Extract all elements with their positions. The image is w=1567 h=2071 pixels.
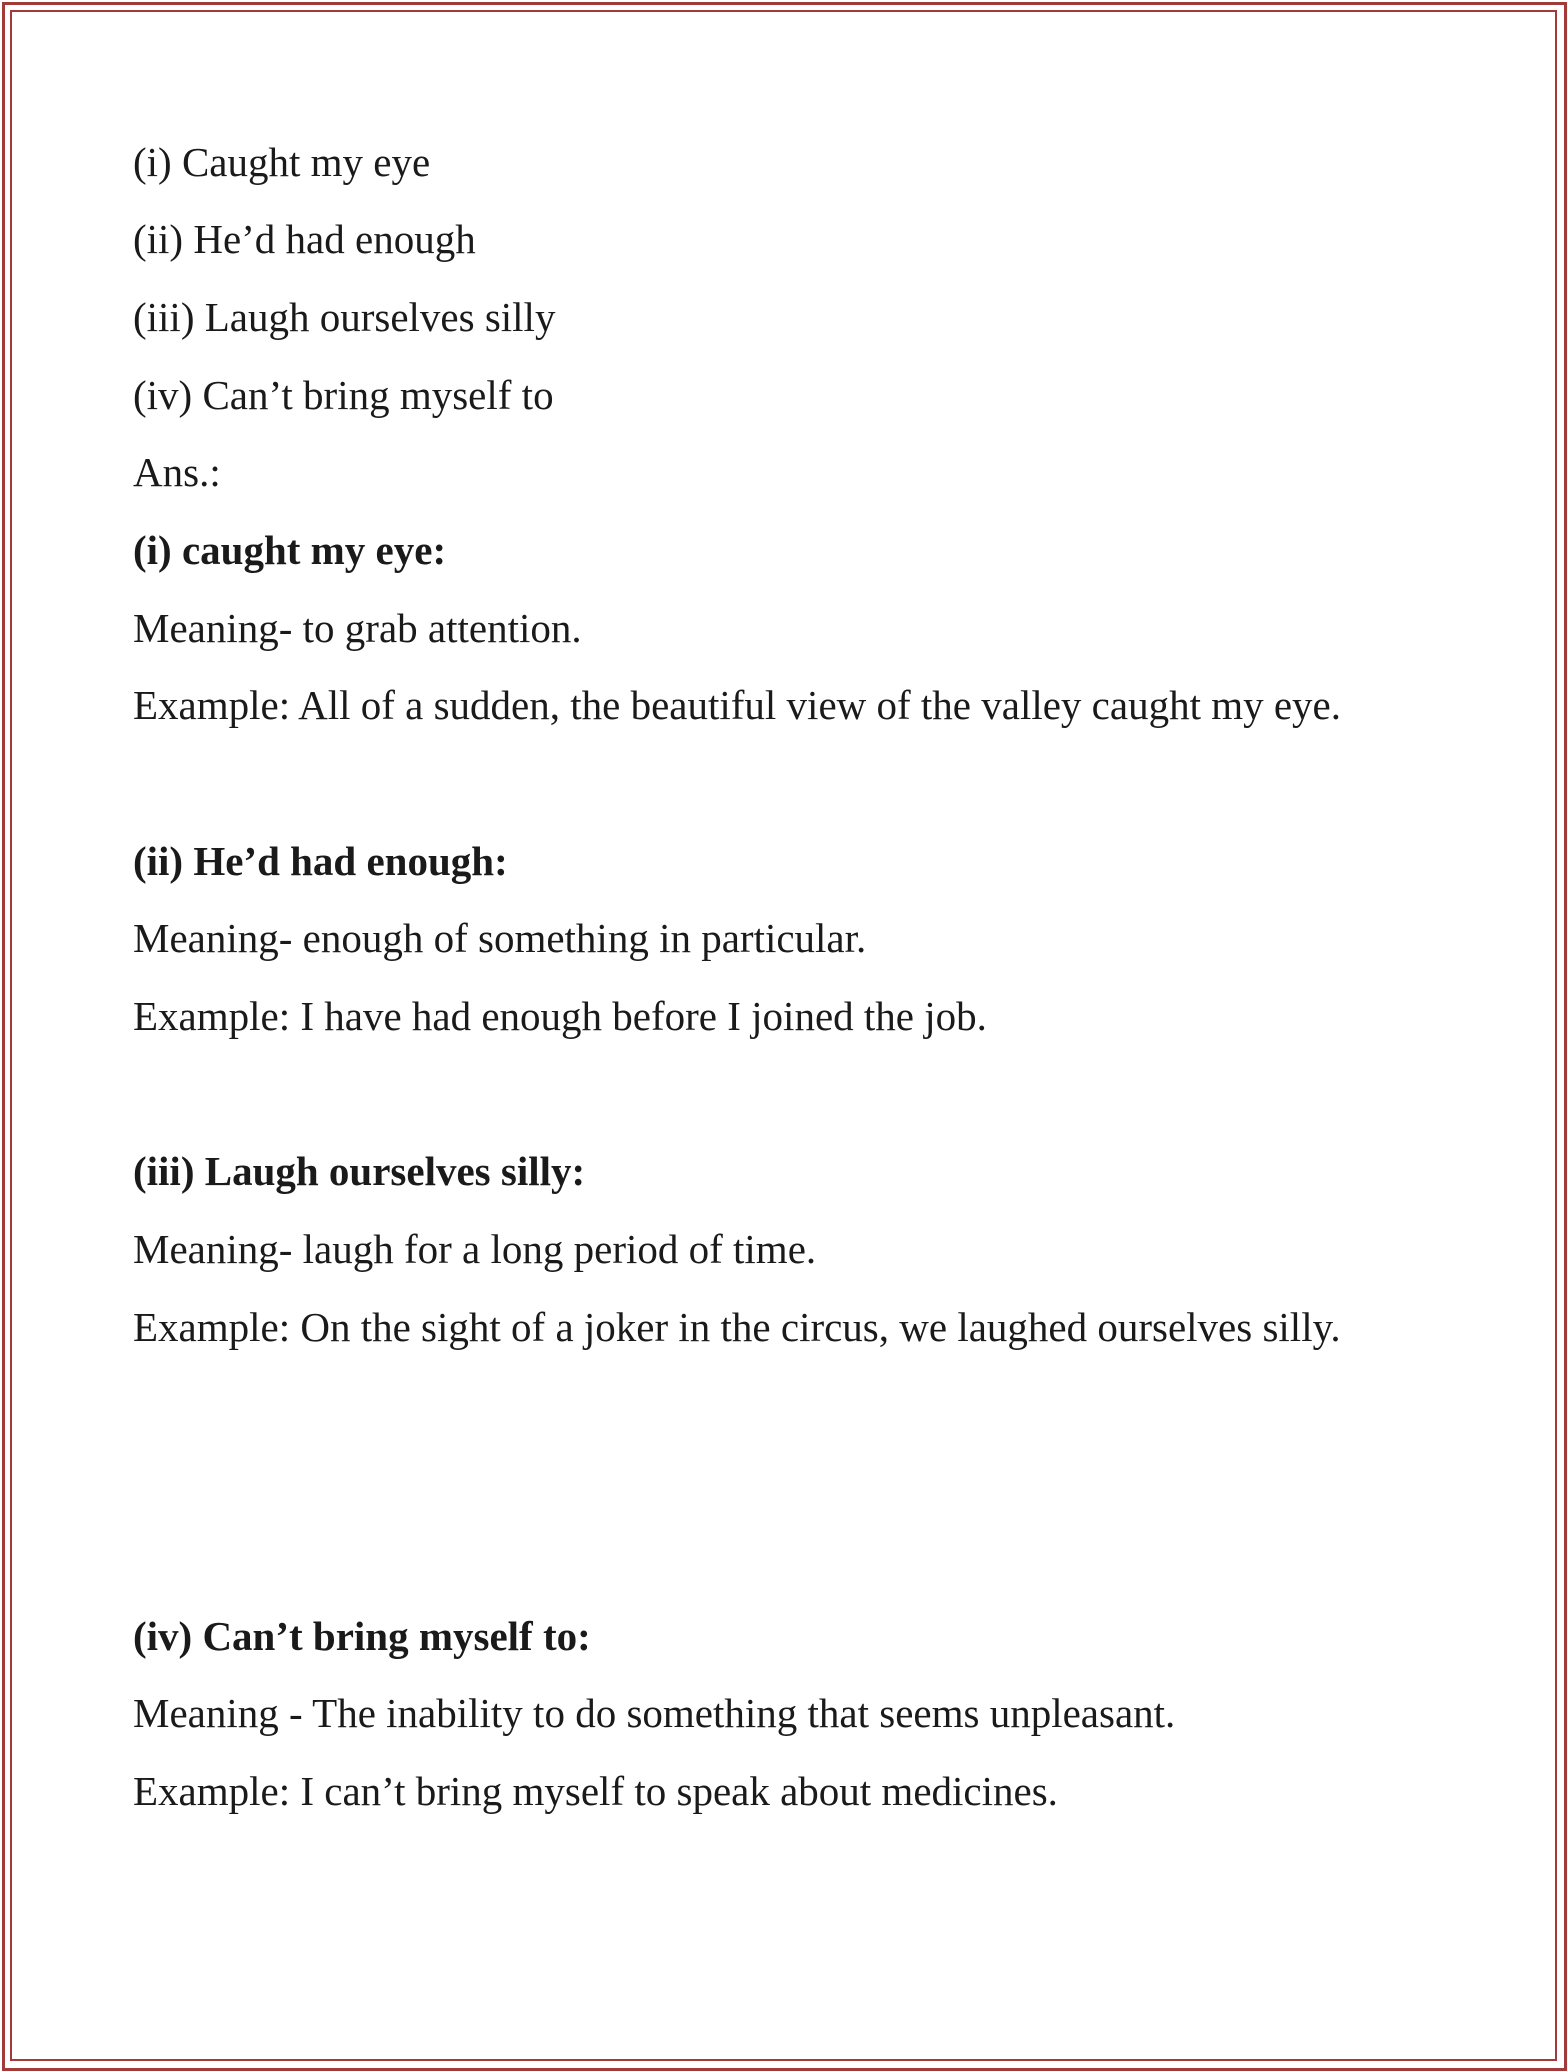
answer-heading-2: (ii) He’d had enough: xyxy=(133,838,508,884)
answer-example-3: Example: On the sight of a joker in the circus, we laughed ourselves silly. xyxy=(133,1304,1341,1350)
answer-example-1: Example: All of a sudden, the beautiful view of the valley caught my eye. xyxy=(133,682,1341,728)
answer-label: Ans.: xyxy=(133,449,221,495)
question-item-4: (iv) Can’t bring myself to xyxy=(133,372,554,418)
answer-example-2: Example: I have had enough before I joined the job. xyxy=(133,993,987,1039)
answer-meaning-4: Meaning - The inability to do something that seems unpleasant. xyxy=(133,1690,1176,1736)
question-item-2: (ii) He’d had enough xyxy=(133,216,476,262)
question-item-3: (iii) Laugh ourselves silly xyxy=(133,294,556,340)
answer-heading-3: (iii) Laugh ourselves silly: xyxy=(133,1148,586,1194)
answer-meaning-1: Meaning- to grab attention. xyxy=(133,605,582,651)
question-item-1: (i) Caught my eye xyxy=(133,139,431,185)
answer-meaning-2: Meaning- enough of something in particular. xyxy=(133,915,867,961)
answer-heading-4: (iv) Can’t bring myself to: xyxy=(133,1613,591,1659)
answer-heading-1: (i) caught my eye: xyxy=(133,527,447,573)
answer-meaning-3: Meaning- laugh for a long period of time. xyxy=(133,1226,817,1272)
answer-example-4: Example: I can’t bring myself to speak about medicines. xyxy=(133,1768,1058,1814)
